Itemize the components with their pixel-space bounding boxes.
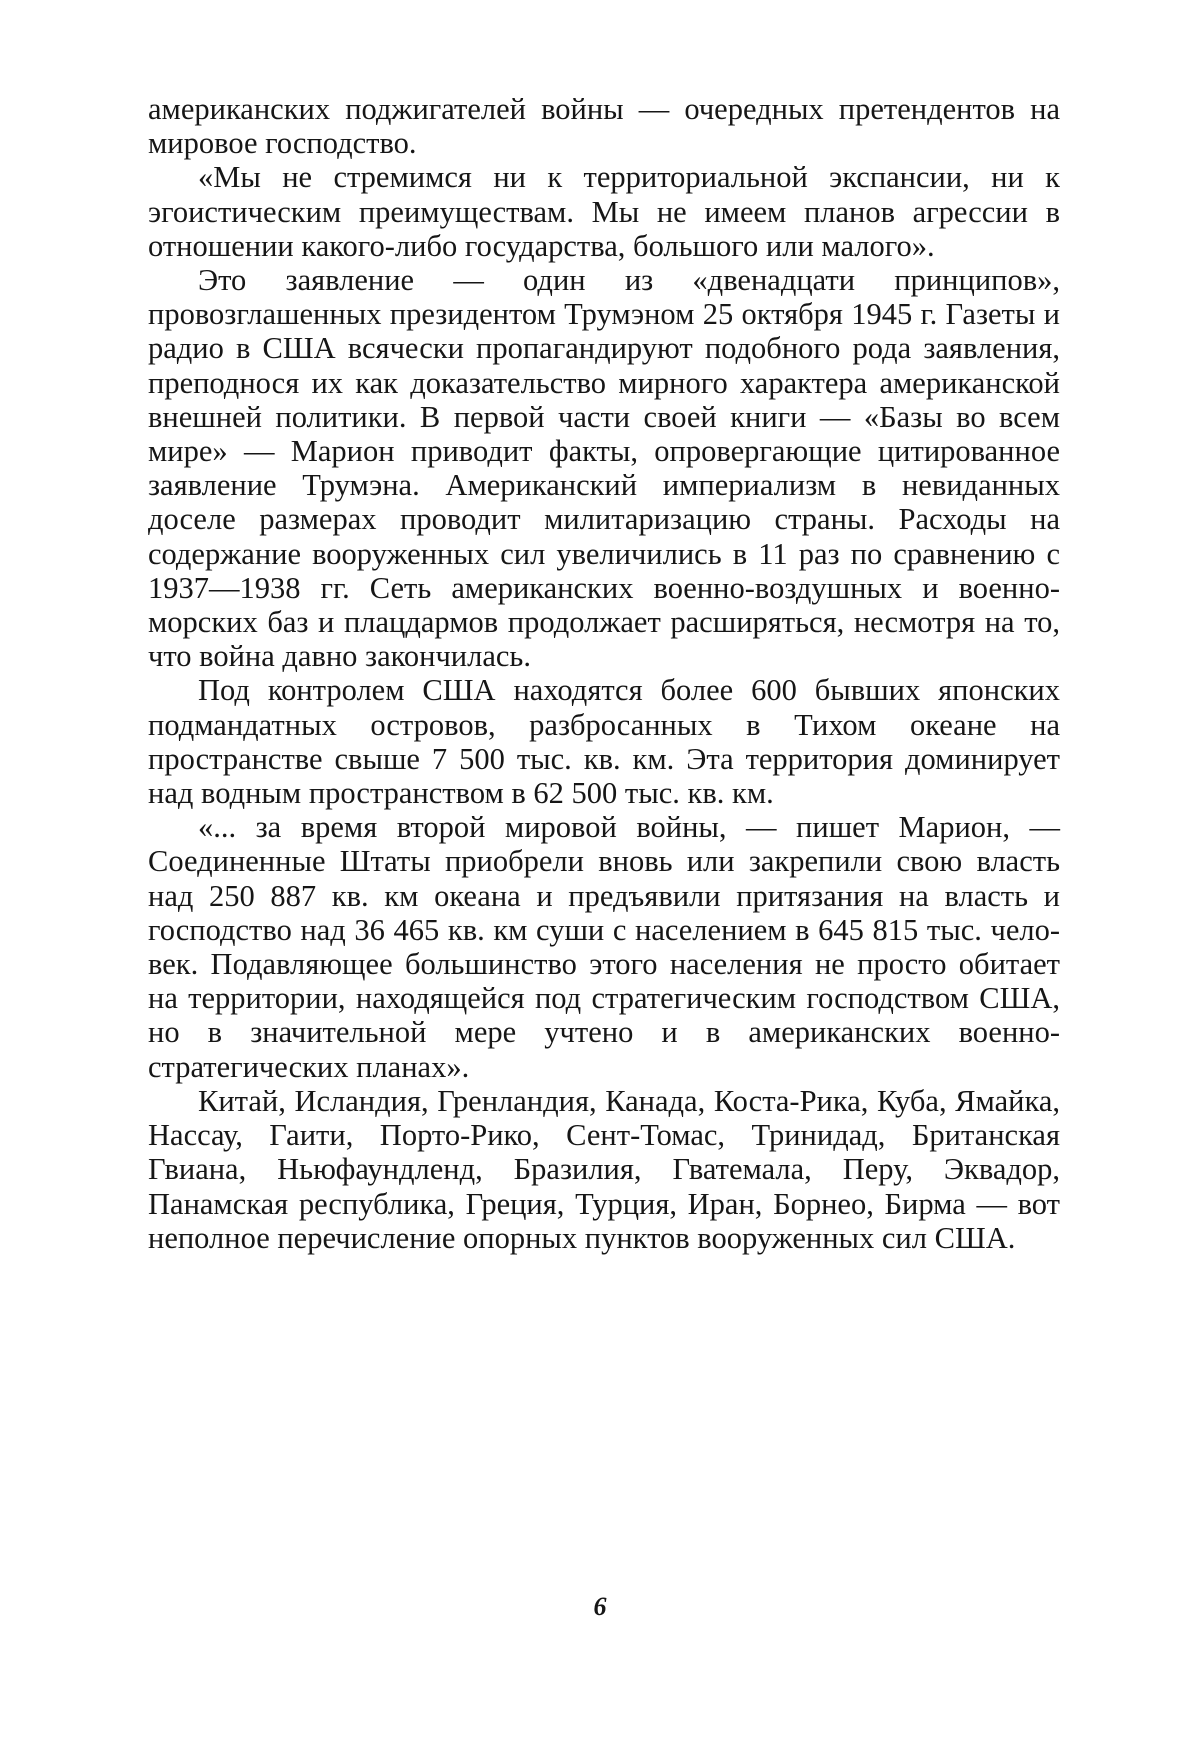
page-body — [148, 92, 1060, 1255]
paragraph-1: американских поджигателей войны — очередных претендентов на мировое господство. — [148, 92, 1060, 161]
paragraph-4: Под контролем США находятся более 600 бывших японских подмандатных островов, разбросанных в Тихом океане на пространстве свыше 7 500 тыс. кв. км. Эта территория доминирует над водным пространством в 62 500 тыс. кв. км. — [148, 673, 1060, 811]
paragraph-3: Это заявление — один из «двенадцати принципов», провозглашенных президентом Трумэном 25 октября 1945 г. Газеты и радио в США всячески пропагандируют подобного рода заявления, преподнося их как доказательство мирного характера американской внешней политики. В первой части своей книги — «Базы во всем мире» — Марион приводит факты, опровергающие цитированное заявление Трумэна. Американский империализм в невиданных доселе размерах проводит милитаризацию страны. Расходы на содержание вооруженных сил увеличились в 11 раз по сравнению с 1937—1938 гг. Сеть американских военно-воздушных и военно-морских баз и плацдармов продолжает расширяться, несмотря на то, что война давно закончилась. — [148, 263, 1060, 674]
page-number: 6 — [593, 1592, 607, 1621]
paragraph-6: Китай, Исландия, Гренландия, Канада, Коста-Рика, Куба, Ямайка, Нассау, Гаити, Порто-Рико, Сент-Томас, Тринидад, Британская Гвиана, Ньюфаундленд, Бразилия, Гватемала, Перу, Эквадор, Панамская республика, Греция, Турция, Иран, Борнео, Бирма — вот неполное перечисление опорных пунктов вооруженных сил США. — [148, 1083, 1060, 1255]
paragraph-5: «... за время второй мировой войны, — пишет Марион, — Соединенные Штаты приобрели вновь или закрепили свою власть над 250 887 кв. км океана и предъявили притязания на власть и господство над 36 465 кв. км суши с населением в 645 815 тыс. человек. Подавляющее большинство этого населения не просто обитает на территории, находящейся под стратегическим господством США, но в значительной мере учтено и в американских военно-стратегических планах». — [148, 810, 1060, 1084]
paragraph-2: «Мы не стремимся ни к территориальной экспансии, ни к эгоистическим преимуществам. Мы не имеем планов агрессии в отношении какого-либо государства, большого или малого». — [148, 160, 1060, 263]
